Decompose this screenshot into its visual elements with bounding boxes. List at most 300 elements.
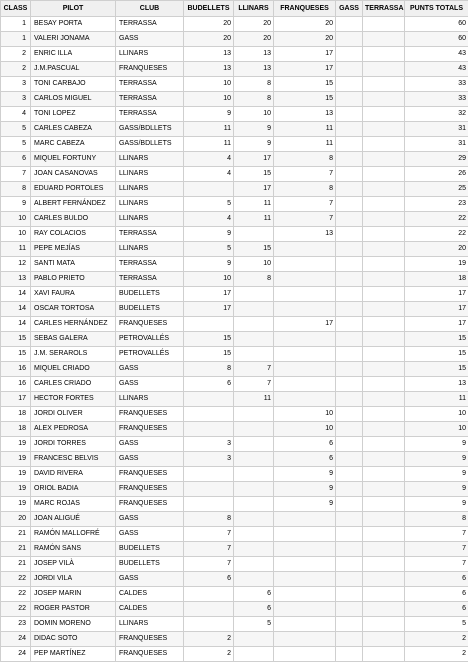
gass-cell — [336, 362, 363, 377]
header-class: CLASS — [1, 1, 31, 17]
table-row — [1, 137, 468, 152]
terrassa-cell — [363, 602, 405, 617]
terrassa-cell — [363, 32, 405, 47]
class-cell: 22 — [1, 587, 31, 602]
club-cell: GASS — [116, 377, 184, 392]
terrassa-cell — [363, 122, 405, 137]
table-row — [1, 287, 468, 302]
budellets-cell: 2 — [184, 632, 234, 647]
class-cell: 11 — [1, 242, 31, 257]
terrassa-cell — [363, 227, 405, 242]
table-row — [1, 587, 468, 602]
pilot-cell: JOSEP VILÀ — [31, 557, 116, 572]
class-cell: 8 — [1, 182, 31, 197]
pilot-cell: BESAY PORTA — [31, 17, 116, 32]
club-cell: TERRASSA — [116, 77, 184, 92]
pilot-cell: SEBAS GALERA — [31, 332, 116, 347]
table-row — [1, 437, 468, 452]
franqueses-cell: 9 — [274, 497, 336, 512]
club-cell: FRANQUESES — [116, 407, 184, 422]
total-cell: 19 — [405, 257, 468, 272]
budellets-cell: 7 — [184, 557, 234, 572]
llinars-cell: 8 — [234, 92, 274, 107]
franqueses-cell — [274, 527, 336, 542]
total-cell: 31 — [405, 137, 468, 152]
franqueses-cell: 6 — [274, 452, 336, 467]
budellets-cell — [184, 467, 234, 482]
franqueses-cell — [274, 287, 336, 302]
franqueses-cell — [274, 512, 336, 527]
club-cell: BUDELLETS — [116, 302, 184, 317]
table-row — [1, 242, 468, 257]
budellets-cell: 9 — [184, 257, 234, 272]
gass-cell — [336, 302, 363, 317]
pilot-cell: MIQUEL FORTUNY — [31, 152, 116, 167]
terrassa-cell — [363, 542, 405, 557]
budellets-cell: 10 — [184, 272, 234, 287]
total-cell: 10 — [405, 407, 468, 422]
class-cell: 22 — [1, 602, 31, 617]
terrassa-cell — [363, 617, 405, 632]
club-cell: LLINARS — [116, 152, 184, 167]
total-cell: 7 — [405, 542, 468, 557]
budellets-cell: 3 — [184, 437, 234, 452]
club-cell: FRANQUESES — [116, 422, 184, 437]
budellets-cell: 10 — [184, 77, 234, 92]
total-cell: 23 — [405, 197, 468, 212]
table-row — [1, 527, 468, 542]
table-row — [1, 227, 468, 242]
franqueses-cell: 20 — [274, 32, 336, 47]
class-cell: 4 — [1, 107, 31, 122]
club-cell: BUDELLETS — [116, 557, 184, 572]
table-row — [1, 497, 468, 512]
gass-cell — [336, 347, 363, 362]
club-cell: LLINARS — [116, 392, 184, 407]
pilot-cell: ENRIC ILLA — [31, 47, 116, 62]
club-cell: CALDES — [116, 602, 184, 617]
franqueses-cell — [274, 392, 336, 407]
table-row — [1, 467, 468, 482]
terrassa-cell — [363, 377, 405, 392]
pilot-cell: TONI LOPEZ — [31, 107, 116, 122]
terrassa-cell — [363, 422, 405, 437]
table-row — [1, 77, 468, 92]
llinars-cell — [234, 422, 274, 437]
llinars-cell — [234, 632, 274, 647]
terrassa-cell — [363, 317, 405, 332]
class-cell: 20 — [1, 512, 31, 527]
franqueses-cell: 10 — [274, 422, 336, 437]
budellets-cell: 7 — [184, 527, 234, 542]
pilot-cell: XAVI FAURA — [31, 287, 116, 302]
total-cell: 32 — [405, 107, 468, 122]
total-cell: 7 — [405, 527, 468, 542]
gass-cell — [336, 422, 363, 437]
club-cell: LLINARS — [116, 212, 184, 227]
terrassa-cell — [363, 587, 405, 602]
total-cell: 60 — [405, 17, 468, 32]
llinars-cell — [234, 512, 274, 527]
total-cell: 17 — [405, 302, 468, 317]
total-cell: 13 — [405, 377, 468, 392]
pilot-cell: JOSEP MARIN — [31, 587, 116, 602]
table-row — [1, 332, 468, 347]
gass-cell — [336, 482, 363, 497]
llinars-cell — [234, 467, 274, 482]
pilot-cell: HECTOR FORTES — [31, 392, 116, 407]
terrassa-cell — [363, 572, 405, 587]
terrassa-cell — [363, 62, 405, 77]
table-row — [1, 407, 468, 422]
table-row — [1, 92, 468, 107]
llinars-cell: 7 — [234, 377, 274, 392]
table-body — [1, 17, 468, 662]
llinars-cell: 13 — [234, 62, 274, 77]
club-cell: FRANQUESES — [116, 317, 184, 332]
terrassa-cell — [363, 437, 405, 452]
terrassa-cell — [363, 362, 405, 377]
club-cell: PETROVALLÉS — [116, 332, 184, 347]
terrassa-cell — [363, 392, 405, 407]
table-row — [1, 152, 468, 167]
franqueses-cell: 10 — [274, 407, 336, 422]
franqueses-cell: 9 — [274, 467, 336, 482]
budellets-cell: 10 — [184, 92, 234, 107]
franqueses-cell — [274, 347, 336, 362]
budellets-cell — [184, 407, 234, 422]
club-cell: BUDELLETS — [116, 542, 184, 557]
pilot-cell: DOMIN MORENO — [31, 617, 116, 632]
pilot-cell: J.M.PASCUAL — [31, 62, 116, 77]
total-cell: 20 — [405, 242, 468, 257]
total-cell: 2 — [405, 647, 468, 662]
club-cell: TERRASSA — [116, 257, 184, 272]
budellets-cell: 11 — [184, 122, 234, 137]
franqueses-cell: 9 — [274, 482, 336, 497]
llinars-cell: 10 — [234, 107, 274, 122]
total-cell: 60 — [405, 32, 468, 47]
club-cell: GASS — [116, 437, 184, 452]
table-row — [1, 32, 468, 47]
franqueses-cell: 15 — [274, 92, 336, 107]
budellets-cell — [184, 482, 234, 497]
header-gass: GASS — [336, 1, 363, 17]
gass-cell — [336, 242, 363, 257]
club-cell: TERRASSA — [116, 107, 184, 122]
terrassa-cell — [363, 182, 405, 197]
franqueses-cell — [274, 272, 336, 287]
class-cell: 12 — [1, 257, 31, 272]
club-cell: TERRASSA — [116, 17, 184, 32]
budellets-cell — [184, 392, 234, 407]
club-cell: FRANQUESES — [116, 632, 184, 647]
terrassa-cell — [363, 332, 405, 347]
club-cell: FRANQUESES — [116, 482, 184, 497]
total-cell: 9 — [405, 497, 468, 512]
total-cell: 31 — [405, 122, 468, 137]
gass-cell — [336, 377, 363, 392]
table-row — [1, 392, 468, 407]
budellets-cell: 17 — [184, 302, 234, 317]
gass-cell — [336, 602, 363, 617]
gass-cell — [336, 527, 363, 542]
table-row — [1, 62, 468, 77]
club-cell: TERRASSA — [116, 227, 184, 242]
class-cell: 18 — [1, 422, 31, 437]
class-cell: 19 — [1, 497, 31, 512]
class-cell: 19 — [1, 452, 31, 467]
table-row — [1, 647, 468, 662]
table-row — [1, 182, 468, 197]
total-cell: 5 — [405, 617, 468, 632]
franqueses-cell — [274, 542, 336, 557]
budellets-cell: 11 — [184, 137, 234, 152]
club-cell: GASS — [116, 32, 184, 47]
llinars-cell: 11 — [234, 212, 274, 227]
franqueses-cell — [274, 602, 336, 617]
header-franqueses: FRANQUESES — [274, 1, 336, 17]
class-cell: 19 — [1, 467, 31, 482]
gass-cell — [336, 317, 363, 332]
class-cell: 2 — [1, 62, 31, 77]
pilot-cell: CARLOS MIGUEL — [31, 92, 116, 107]
franqueses-cell: 13 — [274, 107, 336, 122]
franqueses-cell: 17 — [274, 317, 336, 332]
class-cell: 1 — [1, 32, 31, 47]
llinars-cell: 9 — [234, 122, 274, 137]
budellets-cell: 8 — [184, 362, 234, 377]
class-cell: 1 — [1, 17, 31, 32]
gass-cell — [336, 107, 363, 122]
llinars-cell: 6 — [234, 587, 274, 602]
pilot-cell: PABLO PRIETO — [31, 272, 116, 287]
class-cell: 9 — [1, 197, 31, 212]
total-cell: 29 — [405, 152, 468, 167]
llinars-cell — [234, 452, 274, 467]
gass-cell — [336, 572, 363, 587]
table-row — [1, 632, 468, 647]
llinars-cell: 8 — [234, 77, 274, 92]
total-cell: 17 — [405, 287, 468, 302]
total-cell: 2 — [405, 632, 468, 647]
llinars-cell — [234, 317, 274, 332]
table-row — [1, 482, 468, 497]
gass-cell — [336, 137, 363, 152]
class-cell: 13 — [1, 272, 31, 287]
club-cell: BUDELLETS — [116, 287, 184, 302]
class-cell: 21 — [1, 557, 31, 572]
franqueses-cell: 15 — [274, 77, 336, 92]
table-row — [1, 542, 468, 557]
llinars-cell — [234, 572, 274, 587]
club-cell: CALDES — [116, 587, 184, 602]
pilot-cell: RAY COLACIOS — [31, 227, 116, 242]
class-cell: 10 — [1, 227, 31, 242]
llinars-cell — [234, 647, 274, 662]
gass-cell — [336, 182, 363, 197]
gass-cell — [336, 287, 363, 302]
terrassa-cell — [363, 347, 405, 362]
gass-cell — [336, 407, 363, 422]
terrassa-cell — [363, 302, 405, 317]
franqueses-cell — [274, 242, 336, 257]
llinars-cell: 7 — [234, 362, 274, 377]
budellets-cell: 20 — [184, 32, 234, 47]
gass-cell — [336, 557, 363, 572]
llinars-cell — [234, 557, 274, 572]
club-cell: LLINARS — [116, 47, 184, 62]
franqueses-cell — [274, 647, 336, 662]
llinars-cell — [234, 437, 274, 452]
gass-cell — [336, 632, 363, 647]
llinars-cell: 20 — [234, 17, 274, 32]
gass-cell — [336, 272, 363, 287]
franqueses-cell — [274, 587, 336, 602]
class-cell: 3 — [1, 77, 31, 92]
terrassa-cell — [363, 167, 405, 182]
pilot-cell: ALBERT FERNÁNDEZ — [31, 197, 116, 212]
table-row — [1, 557, 468, 572]
llinars-cell: 17 — [234, 152, 274, 167]
class-cell: 10 — [1, 212, 31, 227]
total-cell: 25 — [405, 182, 468, 197]
total-cell: 18 — [405, 272, 468, 287]
gass-cell — [336, 467, 363, 482]
pilot-cell: JOAN ALIGUÉ — [31, 512, 116, 527]
club-cell: LLINARS — [116, 182, 184, 197]
total-cell: 15 — [405, 362, 468, 377]
franqueses-cell: 11 — [274, 137, 336, 152]
total-cell: 10 — [405, 422, 468, 437]
franqueses-cell — [274, 557, 336, 572]
total-cell: 15 — [405, 347, 468, 362]
pilot-cell: RAMÓN MALLOFRÉ — [31, 527, 116, 542]
club-cell: LLINARS — [116, 242, 184, 257]
total-cell: 6 — [405, 572, 468, 587]
class-cell: 14 — [1, 287, 31, 302]
pilot-cell: SANTI MATA — [31, 257, 116, 272]
franqueses-cell — [274, 617, 336, 632]
club-cell: LLINARS — [116, 167, 184, 182]
total-cell: 11 — [405, 392, 468, 407]
pilot-cell: JORDI VILA — [31, 572, 116, 587]
franqueses-cell: 8 — [274, 152, 336, 167]
class-cell: 5 — [1, 122, 31, 137]
terrassa-cell — [363, 632, 405, 647]
total-cell: 9 — [405, 467, 468, 482]
club-cell: TERRASSA — [116, 92, 184, 107]
budellets-cell: 8 — [184, 512, 234, 527]
table-row — [1, 17, 468, 32]
class-cell: 23 — [1, 617, 31, 632]
gass-cell — [336, 92, 363, 107]
table-row — [1, 377, 468, 392]
pilot-cell: CARLES HERNÁNDEZ — [31, 317, 116, 332]
franqueses-cell — [274, 632, 336, 647]
gass-cell — [336, 17, 363, 32]
pilot-cell: CARLES CRIADO — [31, 377, 116, 392]
gass-cell — [336, 47, 363, 62]
pilot-cell: FRANCESC BELVIS — [31, 452, 116, 467]
terrassa-cell — [363, 47, 405, 62]
class-cell: 15 — [1, 332, 31, 347]
terrassa-cell — [363, 152, 405, 167]
franqueses-cell — [274, 302, 336, 317]
llinars-cell: 15 — [234, 167, 274, 182]
table-row — [1, 47, 468, 62]
gass-cell — [336, 497, 363, 512]
franqueses-cell: 7 — [274, 212, 336, 227]
pilot-cell: ROGER PASTOR — [31, 602, 116, 617]
total-cell: 6 — [405, 587, 468, 602]
pilot-cell: ALEX PEDROSA — [31, 422, 116, 437]
terrassa-cell — [363, 647, 405, 662]
class-cell: 7 — [1, 167, 31, 182]
header-punts-totals: PUNTS TOTALS — [405, 1, 468, 17]
budellets-cell: 5 — [184, 197, 234, 212]
llinars-cell: 17 — [234, 182, 274, 197]
budellets-cell — [184, 602, 234, 617]
terrassa-cell — [363, 497, 405, 512]
llinars-cell — [234, 227, 274, 242]
class-cell: 17 — [1, 392, 31, 407]
gass-cell — [336, 197, 363, 212]
class-cell: 18 — [1, 407, 31, 422]
llinars-cell: 8 — [234, 272, 274, 287]
pilot-cell: JORDI TORRES — [31, 437, 116, 452]
class-cell: 14 — [1, 302, 31, 317]
total-cell: 9 — [405, 482, 468, 497]
llinars-cell: 13 — [234, 47, 274, 62]
table-row — [1, 122, 468, 137]
header-llinars: LLINARS — [234, 1, 274, 17]
club-cell: LLINARS — [116, 617, 184, 632]
terrassa-cell — [363, 527, 405, 542]
gass-cell — [336, 62, 363, 77]
llinars-cell — [234, 332, 274, 347]
header-club: CLUB — [116, 1, 184, 17]
budellets-cell: 20 — [184, 17, 234, 32]
table-row — [1, 512, 468, 527]
llinars-cell: 11 — [234, 392, 274, 407]
class-cell: 3 — [1, 92, 31, 107]
llinars-cell: 10 — [234, 257, 274, 272]
franqueses-cell: 20 — [274, 17, 336, 32]
gass-cell — [336, 77, 363, 92]
gass-cell — [336, 32, 363, 47]
budellets-cell: 15 — [184, 332, 234, 347]
total-cell: 43 — [405, 62, 468, 77]
class-cell: 6 — [1, 152, 31, 167]
header-pilot: PILOT — [31, 1, 116, 17]
budellets-cell: 13 — [184, 47, 234, 62]
pilot-cell: CARLES BULDO — [31, 212, 116, 227]
gass-cell — [336, 542, 363, 557]
budellets-cell: 9 — [184, 227, 234, 242]
total-cell: 8 — [405, 512, 468, 527]
gass-cell — [336, 512, 363, 527]
class-cell: 19 — [1, 437, 31, 452]
llinars-cell — [234, 482, 274, 497]
llinars-cell — [234, 527, 274, 542]
pilot-cell: MARC CABEZA — [31, 137, 116, 152]
table-row — [1, 347, 468, 362]
llinars-cell — [234, 407, 274, 422]
class-cell: 24 — [1, 647, 31, 662]
total-cell: 9 — [405, 437, 468, 452]
budellets-cell: 15 — [184, 347, 234, 362]
